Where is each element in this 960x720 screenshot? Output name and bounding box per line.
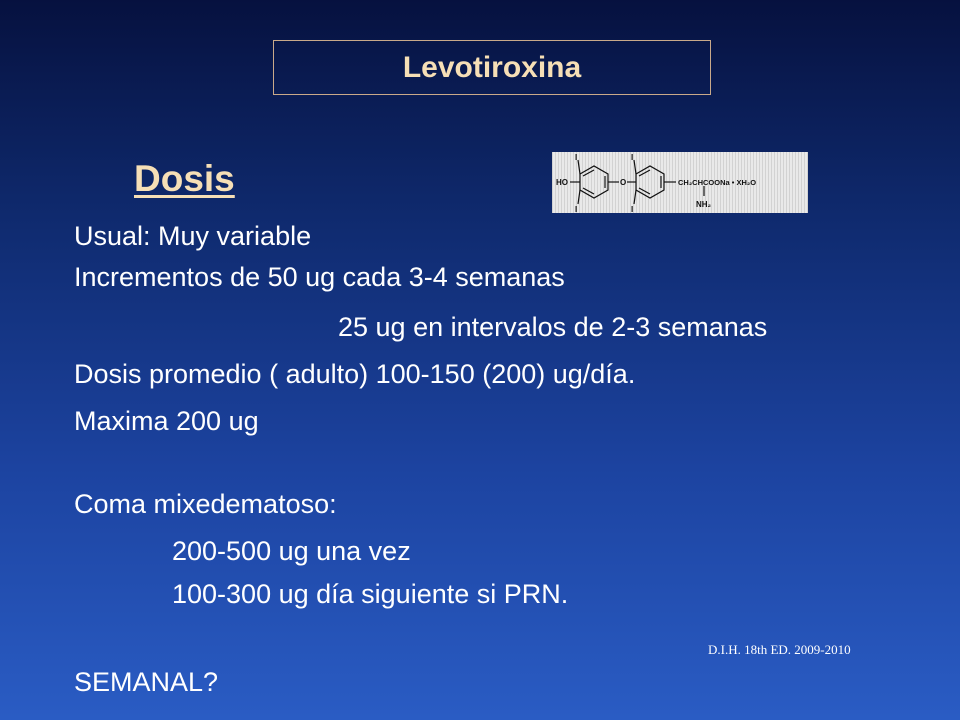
myxedema-dose-2: 100-300 ug día siguiente si PRN.: [172, 579, 569, 609]
weekly-question-line: SEMANAL?: [74, 667, 219, 697]
myxedema-coma-heading: Coma mixedematoso:: [74, 489, 337, 519]
title-box: [273, 40, 711, 95]
increment-line: Incrementos de 50 ug cada 3-4 semanas: [74, 262, 565, 292]
reference-citation: D.I.H. 18th ED. 2009-2010: [708, 642, 851, 657]
structure-label-side-chain: CH₂CHCOONa • XH₂O: [678, 178, 757, 187]
levothyroxine-structure-svg: [552, 152, 808, 213]
max-dose-line: Maxima 200 ug: [74, 406, 259, 436]
myxedema-dose-1: 200-500 ug una vez: [172, 536, 411, 566]
structure-label-iodine-4: I: [631, 205, 634, 213]
section-heading: Dosis: [134, 158, 235, 199]
chemical-structure-image: [552, 152, 808, 213]
structure-label-iodine-2: I: [575, 205, 578, 213]
structure-label-oxygen: O: [620, 178, 627, 187]
structure-label-ho: HO: [556, 178, 568, 187]
average-dose-line: Dosis promedio ( adulto) 100-150 (200) ug/día.: [74, 359, 636, 389]
structure-label-iodine-1: I: [575, 153, 578, 162]
structure-label-iodine-3: I: [631, 153, 634, 162]
structure-label-amine: NH₂: [696, 200, 712, 209]
usual-dose-line: Usual: Muy variable: [74, 221, 312, 251]
slide-title: Levotiroxina: [402, 50, 582, 84]
interval-line: 25 ug en intervalos de 2-3 semanas: [338, 312, 768, 342]
